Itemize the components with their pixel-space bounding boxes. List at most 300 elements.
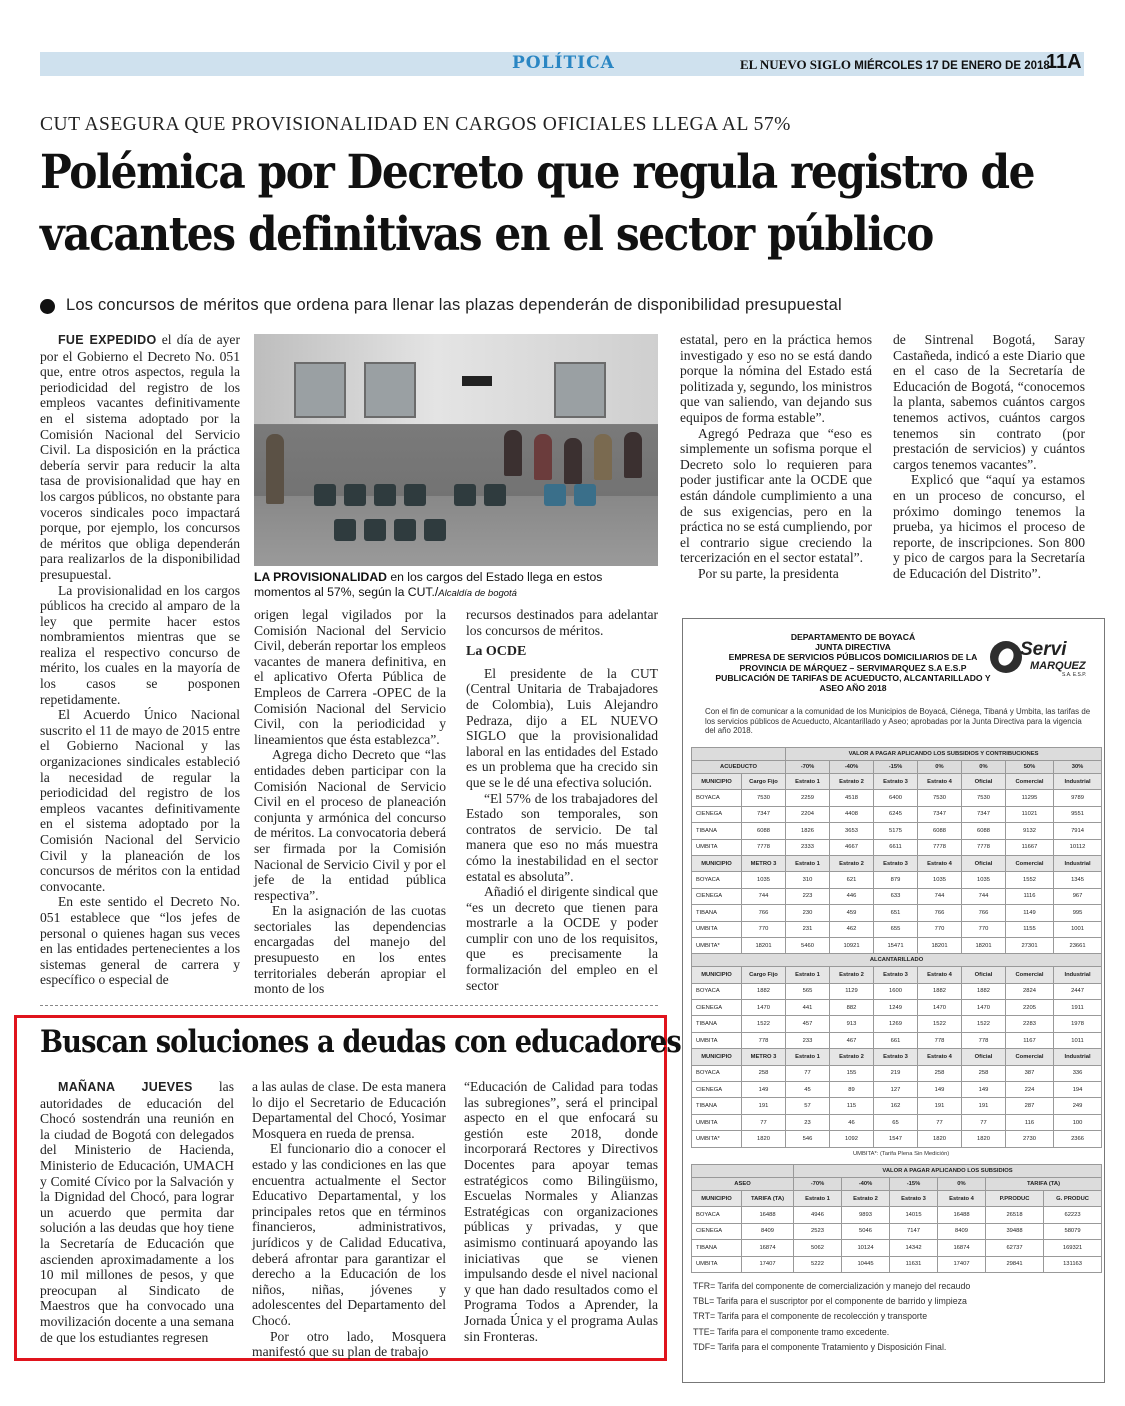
tariff-advertisement [682, 618, 1105, 1383]
table-cell: 23 [786, 1114, 830, 1130]
table-cell: 766 [742, 905, 786, 921]
article-separator [40, 1005, 658, 1006]
logo-text: MARQUEZ [1030, 660, 1086, 672]
table-cell: 6088 [742, 823, 786, 839]
table-cell: UMBITA* [692, 1131, 742, 1147]
table-cell: UMBITA [692, 1032, 742, 1048]
servimarquez-logo [990, 639, 1090, 681]
table-cell: 39488 [986, 1223, 1044, 1239]
table-row [692, 839, 1102, 855]
table-cell: Estrato 1 [786, 855, 830, 871]
lead-in: FUE EXPEDIDO [58, 333, 157, 347]
table-cell: 4667 [830, 839, 874, 855]
table-cell: Estrato 2 [830, 855, 874, 871]
table-cell: 223 [786, 888, 830, 904]
table-cell: 1470 [742, 1000, 786, 1016]
table-cell: Estrato 1 [786, 967, 830, 983]
photo-seat [574, 484, 596, 506]
publication-name: EL NUEVO SIGLO [740, 57, 851, 72]
table-header-row [692, 967, 1102, 983]
table-cell: Estrato 3 [890, 1191, 938, 1207]
table-cell: 4408 [830, 806, 874, 822]
table-cell: 50% [1006, 761, 1054, 774]
table-cell: Estrato 1 [786, 1049, 830, 1065]
table-cell: Comercial [1006, 774, 1054, 790]
photo-person [534, 434, 552, 480]
table-cell: 744 [918, 888, 962, 904]
table-cell: 7778 [918, 839, 962, 855]
table-cell: Estrato 4 [918, 1049, 962, 1065]
table-cell [692, 748, 786, 761]
table-cell: 6400 [874, 790, 918, 806]
table-cell: 77 [786, 1065, 830, 1081]
table-cell: 16488 [742, 1207, 794, 1223]
table-cell: Comercial [1006, 855, 1054, 871]
table-cell: 1470 [962, 1000, 1006, 1016]
article-subtitle: La OCDE [466, 644, 527, 660]
paragraph: El presidente de la CUT (Central Unitaria de Trabajadores de Colombia), Luis Alejandro Pedraza, dijo a EL NUEVO SIGLO que la provisionalidad laboral en las entidades del Estado es un problema que ha crecido sin que se le dé una efectiva solución. [466, 665, 658, 790]
tariff-legend [693, 1279, 970, 1355]
table-cell: 0% [962, 761, 1006, 774]
table-cell: 882 [830, 1000, 874, 1016]
table-cell: -70% [794, 1178, 842, 1191]
table-cell: MUNICIPIO [692, 1049, 742, 1065]
headline-line-1: Polémica por Decreto que regula registro de [40, 145, 1035, 200]
table-row [692, 1098, 1102, 1114]
table-cell: Comercial [1006, 967, 1054, 983]
table-cell: MUNICIPIO [692, 967, 742, 983]
article-column-2 [254, 607, 446, 997]
table-cell: 100 [1054, 1114, 1102, 1130]
table-cell: 7147 [890, 1223, 938, 1239]
table-cell: 1882 [962, 983, 1006, 999]
table-cell: 5222 [794, 1256, 842, 1272]
table-row [692, 1082, 1102, 1098]
paragraph: a las aulas de clase. De esta manera lo dijo el Secretario de Educación Departamental del Chocó, Yosimar Mosquera en rueda de prensa. [252, 1079, 446, 1141]
table-cell: 770 [918, 921, 962, 937]
ad-title-line: JUNTA DIRECTIVA [815, 642, 891, 653]
bullet-icon [40, 299, 55, 314]
paragraph: Añadió el dirigente sindical que “es un decreto que tienen para mostrarle a la OCDE y poder cumplir con uno de los requisitos, que es precisamente la formalización del empleo en el sector [466, 884, 658, 993]
table-cell: UMBITA [692, 839, 742, 855]
legend-item: TBL= Tarifa para el suscriptor por el componente de barrido y limpieza [693, 1296, 967, 1307]
table-cell: 7347 [742, 806, 786, 822]
table-cell: 7778 [962, 839, 1006, 855]
table-cell: MUNICIPIO [692, 1191, 742, 1207]
table-row [692, 1114, 1102, 1130]
article-column-4 [680, 332, 872, 582]
table-cell: 651 [874, 905, 918, 921]
table-row [692, 790, 1102, 806]
publication-date: MIÉRCOLES 17 DE ENERO DE 2018 [854, 60, 1050, 72]
table-cell: Cargo Fijo [742, 967, 786, 983]
table-cell: 7530 [742, 790, 786, 806]
paragraph: estatal, pero en la práctica hemos investigado y eso no se está dando porque la nómina del Estado está politizada y, segundo, los ministros que van saliendo, van dejando sus equipos de forma estable”. [680, 332, 872, 425]
article-kicker: CUT ASEGURA QUE PROVISIONALIDAD EN CARGOS OFICIALES LLEGA AL 57% [40, 114, 791, 135]
table-cell: 231 [786, 921, 830, 937]
paragraph: Por su parte, la presidenta [698, 565, 839, 581]
table-cell: 1149 [1006, 905, 1054, 921]
table-cell: MUNICIPIO [692, 855, 742, 871]
table-cell: Oficial [962, 967, 1006, 983]
table-cell: 1470 [918, 1000, 962, 1016]
table-cell: 77 [918, 1114, 962, 1130]
table-cell: 249 [1054, 1098, 1102, 1114]
article2-column-3 [464, 1079, 658, 1344]
photo-window [554, 362, 606, 418]
logo-text: Servi [1020, 639, 1067, 660]
table-cell: Oficial [962, 1049, 1006, 1065]
table-cell: Cargo Fijo [742, 774, 786, 790]
photo-person [564, 438, 582, 484]
table-cell: 11667 [1006, 839, 1054, 855]
table-cell: Estrato 3 [874, 1049, 918, 1065]
photo-seat [404, 484, 426, 506]
table-cell: 77 [962, 1114, 1006, 1130]
table-cell: UMBITA [692, 1256, 742, 1272]
table-cell: 6245 [874, 806, 918, 822]
table-row [692, 806, 1102, 822]
table-cell: 14342 [890, 1240, 938, 1256]
table-cell: 2366 [1054, 1131, 1102, 1147]
paragraph: Por otro lado, Mosquera manifestó que su plan de trabajo [252, 1328, 446, 1360]
table-cell: 18201 [742, 937, 786, 953]
table-cell: 1011 [1054, 1032, 1102, 1048]
table-row [692, 1240, 1102, 1256]
table-cell: 10124 [842, 1240, 890, 1256]
table-cell: 116 [1006, 1114, 1054, 1130]
table-cell: 879 [874, 872, 918, 888]
table-cell: -70% [786, 761, 830, 774]
table-cell: 633 [874, 888, 918, 904]
table-cell: TIBANA [692, 1016, 742, 1032]
table-cell: 770 [742, 921, 786, 937]
table-cell: 127 [874, 1082, 918, 1098]
table-row [692, 823, 1102, 839]
table-cell: 2333 [786, 839, 830, 855]
photo-credit: Alcaldía de bogotá [438, 588, 517, 599]
table-cell: 546 [786, 1131, 830, 1147]
table-cell: 459 [830, 905, 874, 921]
table-cell: UMBITA [692, 1114, 742, 1130]
table-cell: 191 [962, 1098, 1006, 1114]
table-cell: METRO 3 [742, 855, 786, 871]
table-cell: 1155 [1006, 921, 1054, 937]
table-cell: 467 [830, 1032, 874, 1048]
legend-item: TRT= Tarifa para el componente de recolección y transporte [693, 1311, 928, 1322]
table-cell: Estrato 2 [842, 1191, 890, 1207]
table-cell: 9132 [1006, 823, 1054, 839]
paragraph: La provisionalidad en los cargos públicos ha crecido al amparo de la ley que permite hacer estos nombramientos mientras que se realiza el respectivo concurso de mérito, los cuales en la mayoría de los casos se posponen repetidamente. [40, 582, 240, 707]
table-cell: 10921 [830, 937, 874, 953]
table-cell: Comercial [1006, 1049, 1054, 1065]
table-cell: METRO 3 [742, 1049, 786, 1065]
table-cell: Estrato 3 [874, 967, 918, 983]
table-cell: 224 [1006, 1082, 1054, 1098]
ad-title-line: DEPARTAMENTO DE BOYACÁ [790, 632, 916, 642]
article-column-1 [40, 332, 240, 988]
table-cell: 89 [830, 1082, 874, 1098]
table-cell: Industrial [1054, 855, 1102, 871]
paragraph: En este sentido el Decreto No. 051 establece que “los jefes de personal o quienes hagan sus veces en las entidades pertenecientes a los sistemas general de carrera y específico o especial de [40, 894, 240, 988]
table-cell: 169321 [1044, 1240, 1102, 1256]
photo-seat [544, 484, 566, 506]
table-row [692, 1065, 1102, 1081]
table-cell: 744 [962, 888, 1006, 904]
table-row [692, 888, 1102, 904]
table-cell: 2259 [786, 790, 830, 806]
photo-person [266, 434, 284, 504]
paragraph: “Educación de Calidad para todas las subregiones”, será el principal aspecto en el que enfocará su gestión este 2018, donde incorporará Rectores y Directivos Docentes para apoyar temas estratégicos como Bilingüismo, Escuelas Normales y Alianzas Estratégicas con organizaciones públicas y privadas, y que asimismo continuará apoyando las iniciativas que se vienen impulsando desde el nivel nacional y que han dado resultados como el Programa Todos a Aprender, la Jornada Única y el programa Aulas sin Fronteras. [464, 1079, 658, 1344]
ad-title-line: ASEO AÑO 2018 [819, 683, 887, 694]
table-cell: 1249 [874, 1000, 918, 1016]
table-cell: 446 [830, 888, 874, 904]
table-cell: 336 [1054, 1065, 1102, 1081]
table-cell: Estrato 2 [830, 1049, 874, 1065]
table-cell: UMBITA [692, 921, 742, 937]
photo-seat [314, 484, 336, 506]
article-headline [40, 142, 1035, 266]
paragraph: Explicó que “aquí ya estamos en un proceso de concurso, el próximo domingo tenemos la prueba, ya hicimos el proceso de reporte, de inscripciones. Son 800 y pico de cargos para la Secretaría de Educación del Distrito”. [893, 472, 1085, 581]
table-cell: 258 [918, 1065, 962, 1081]
table-row [692, 1223, 1102, 1239]
table-cell: 2283 [1006, 1016, 1054, 1032]
caption-lead: LA PROVISIONALIDAD [254, 570, 387, 584]
paragraph: El funcionario dio a conocer el estado y las condiciones en las que encuentra actualmente el Sector Educativo Departamental, y los principales retos que en términos financieros, administrativos, jurídicos y de Calidad Educativa, deberá afrontar para garantizar el derecho a la Educación de los niños, niñas, jóvenes y adolescentes del Departamento del Chocó. [252, 1141, 446, 1328]
table-cell: 1911 [1054, 1000, 1102, 1016]
table-cell: 5062 [794, 1240, 842, 1256]
table-row [692, 905, 1102, 921]
article-column-3 [466, 607, 658, 993]
table-cell: 778 [742, 1032, 786, 1048]
paragraph: En la asignación de las cuotas sectoriales las dependencias encargadas del manejo del presupuesto en los entes territoriales deberán apropiar el monto de los [254, 903, 446, 997]
table-header-row [692, 855, 1102, 871]
table-cell: 9893 [842, 1207, 890, 1223]
article-photo [254, 334, 658, 566]
table-cell: CIENEGA [692, 806, 742, 822]
table-cell: 621 [830, 872, 874, 888]
table-cell: 115 [830, 1098, 874, 1114]
table-cell: ASEO [692, 1178, 794, 1191]
table-cell: P.PRODUC [986, 1191, 1044, 1207]
table-cell: 1978 [1054, 1016, 1102, 1032]
photo-floor [254, 496, 658, 566]
table-cell: 1035 [742, 872, 786, 888]
legend-item: TDF= Tarifa para el componente Tratamiento y Disposición Final. [693, 1341, 947, 1352]
table-cell: 766 [962, 905, 1006, 921]
table-cell: ACUEDUCTO [692, 761, 786, 774]
table-cell: 1882 [918, 983, 962, 999]
table-cell: 1826 [786, 823, 830, 839]
table-cell: 46 [830, 1114, 874, 1130]
table-row [692, 1131, 1102, 1147]
table-cell: 11021 [1006, 806, 1054, 822]
table-cell: -40% [842, 1178, 890, 1191]
caption-text: en los cargos del Estado llega en estos momentos al 57%, según la CUT./ [254, 570, 603, 599]
table-cell: 155 [830, 1065, 874, 1081]
table-cell: 1035 [962, 872, 1006, 888]
table-cell: 30% [1054, 761, 1102, 774]
table-cell: Estrato 1 [794, 1191, 842, 1207]
table-cell: CIENEGA [692, 1000, 742, 1016]
table-cell: 661 [874, 1032, 918, 1048]
table-cell: Industrial [1054, 967, 1102, 983]
table-cell: BOYACA [692, 790, 742, 806]
photo-person [624, 432, 642, 478]
table-cell: 1129 [830, 983, 874, 999]
table-cell: 1269 [874, 1016, 918, 1032]
photo-caption [254, 570, 658, 601]
table-cell: Estrato 4 [918, 855, 962, 871]
table-cell: 258 [742, 1065, 786, 1081]
table-cell: 2204 [786, 806, 830, 822]
table-cell: G. PRODUC [1044, 1191, 1102, 1207]
table-cell: 778 [962, 1032, 1006, 1048]
table-cell: Estrato 3 [874, 774, 918, 790]
table-cell: 770 [962, 921, 1006, 937]
table-header-row [692, 1049, 1102, 1065]
paragraph: las autoridades de educación del Chocó sostendrán una reunión en la ciudad de Bogotá con delegados del Ministerio de Hacienda, Ministerio de Educación, UMACH y Comité Cívico por la Salvación y la Dignidad del Chocó, para lograr un acuerdo que permita dar solución a las deudas que hoy tiene la Secretaría de Educación que ascienden aproximadamente a los 10 mil millones de pesos, y que preocupan al Sindicato de Maestros que ha convocado una movilización docente a una semana de que los estudiantes regresen [40, 1079, 234, 1345]
table-cell: TIBANA [692, 1240, 742, 1256]
table-cell: 10112 [1054, 839, 1102, 855]
ad-title-line: PUBLICACIÓN DE TARIFAS DE ACUEDUCTO, ALCANTARILLADO Y [715, 672, 991, 683]
table-row [692, 937, 1102, 953]
table-cell: 5046 [842, 1223, 890, 1239]
table-cell: CIENEGA [692, 1223, 742, 1239]
table-cell: 1820 [742, 1131, 786, 1147]
table-cell: 1820 [962, 1131, 1006, 1147]
photo-window [294, 362, 346, 418]
table-cell: BOYACA [692, 983, 742, 999]
table-cell: CIENEGA [692, 888, 742, 904]
table-cell: 62737 [986, 1240, 1044, 1256]
table-cell: 9551 [1054, 806, 1102, 822]
table-cell: 11295 [1006, 790, 1054, 806]
paragraph: “El 57% de los trabajadores del Estado son temporales, son contratos de servicio. De tal manera que eso no más muestra cómo la inestabilidad en el sector estatal es absoluta”. [466, 790, 658, 884]
photo-seat [344, 484, 366, 506]
table-row [692, 1207, 1102, 1223]
table-cell: 0% [918, 761, 962, 774]
table-header-row [692, 774, 1102, 790]
table-cell: 219 [874, 1065, 918, 1081]
table-cell: 17407 [938, 1256, 986, 1272]
table-cell: 1522 [742, 1016, 786, 1032]
table-cell: 1547 [874, 1131, 918, 1147]
table-cell: 1600 [874, 983, 918, 999]
table-cell: 7914 [1054, 823, 1102, 839]
table-cell: 7530 [918, 790, 962, 806]
table-cell: 1522 [918, 1016, 962, 1032]
table-header-row [692, 1191, 1102, 1207]
article-column-5 [893, 332, 1085, 582]
table-cell: 8409 [742, 1223, 794, 1239]
table-cell: 2205 [1006, 1000, 1054, 1016]
publication-info [740, 57, 1050, 73]
table-cell: Estrato 4 [938, 1191, 986, 1207]
table-cell: 191 [918, 1098, 962, 1114]
table-row [692, 1000, 1102, 1016]
table-cell: 655 [874, 921, 918, 937]
table-cell: 565 [786, 983, 830, 999]
table-cell: 1001 [1054, 921, 1102, 937]
photo-seat [484, 484, 506, 506]
table-cell: BOYACA [692, 872, 742, 888]
table-cell: Estrato 4 [918, 967, 962, 983]
table-row [692, 872, 1102, 888]
table-cell: Oficial [962, 855, 1006, 871]
table-cell: 7778 [742, 839, 786, 855]
table-cell: 11631 [890, 1256, 938, 1272]
table-cell: 1167 [1006, 1032, 1054, 1048]
table-cell: 8409 [938, 1223, 986, 1239]
photo-seat [424, 519, 446, 541]
table-cell: 149 [742, 1082, 786, 1098]
article2-column-2 [252, 1079, 446, 1360]
photo-sign [462, 376, 492, 386]
table-cell: 62223 [1044, 1207, 1102, 1223]
table-cell: 387 [1006, 1065, 1054, 1081]
table-cell: UMBITA* [692, 937, 742, 953]
table-cell: 2523 [794, 1223, 842, 1239]
table-cell: 310 [786, 872, 830, 888]
table-cell: 1345 [1054, 872, 1102, 888]
table-cell: MUNICIPIO [692, 774, 742, 790]
legend-item: TTE= Tarifa para el componente tramo excedente. [693, 1326, 890, 1337]
table-cell: 1552 [1006, 872, 1054, 888]
table-row [692, 1256, 1102, 1272]
article-subhead: Los concursos de méritos que ordena para llenar las plazas dependerán de disponibilidad presupuestal [66, 296, 842, 314]
table-cell: Oficial [962, 774, 1006, 790]
table-row [692, 921, 1102, 937]
table-cell: 287 [1006, 1098, 1054, 1114]
table-cell: 441 [786, 1000, 830, 1016]
table-cell: BOYACA [692, 1065, 742, 1081]
table-cell: 7347 [962, 806, 1006, 822]
ad-intro: Con el fin de comunicar a la comunidad de los Municipios de Boyacá, Ciénega, Tibaná y Umbita, las tarifas de los servicios públicos de Acueducto, Alcantarillado y Aseo; aprobadas por la Junta Directiva para la vigencia del año 2018. [705, 707, 1091, 735]
table-cell: 29841 [986, 1256, 1044, 1272]
table-cell: TIBANA [692, 1098, 742, 1114]
table-cell: 462 [830, 921, 874, 937]
table-cell: 913 [830, 1016, 874, 1032]
tariff-table-water-sewer [691, 747, 1102, 1148]
photo-seat [334, 519, 356, 541]
table-cell: 5175 [874, 823, 918, 839]
table-cell: 9789 [1054, 790, 1102, 806]
table-cell: 77 [742, 1114, 786, 1130]
table-cell: Estrato 4 [918, 774, 962, 790]
table-cell: 233 [786, 1032, 830, 1048]
table-cell: 258 [962, 1065, 1006, 1081]
table-cell: 4518 [830, 790, 874, 806]
table-cell: 18201 [962, 937, 1006, 953]
table-cell: CIENEGA [692, 1082, 742, 1098]
headline-line-2: vacantes definitivas en el sector público [40, 207, 933, 262]
table-cell: 10445 [842, 1256, 890, 1272]
photo-seat [394, 519, 416, 541]
table-cell: 149 [918, 1082, 962, 1098]
table-cell: TARIFA (TA) [986, 1178, 1102, 1191]
table-cell: 6088 [918, 823, 962, 839]
table-cell: 1820 [918, 1131, 962, 1147]
table-cell: 1092 [830, 1131, 874, 1147]
photo-person [594, 434, 612, 480]
table-cell: 14015 [890, 1207, 938, 1223]
table-cell: Estrato 2 [830, 774, 874, 790]
photo-seat [454, 484, 476, 506]
table-row [692, 1032, 1102, 1048]
table-cell: 3653 [830, 823, 874, 839]
table-cell: VALOR A PAGAR APLICANDO LOS SUBSIDIOS [794, 1165, 1102, 1178]
